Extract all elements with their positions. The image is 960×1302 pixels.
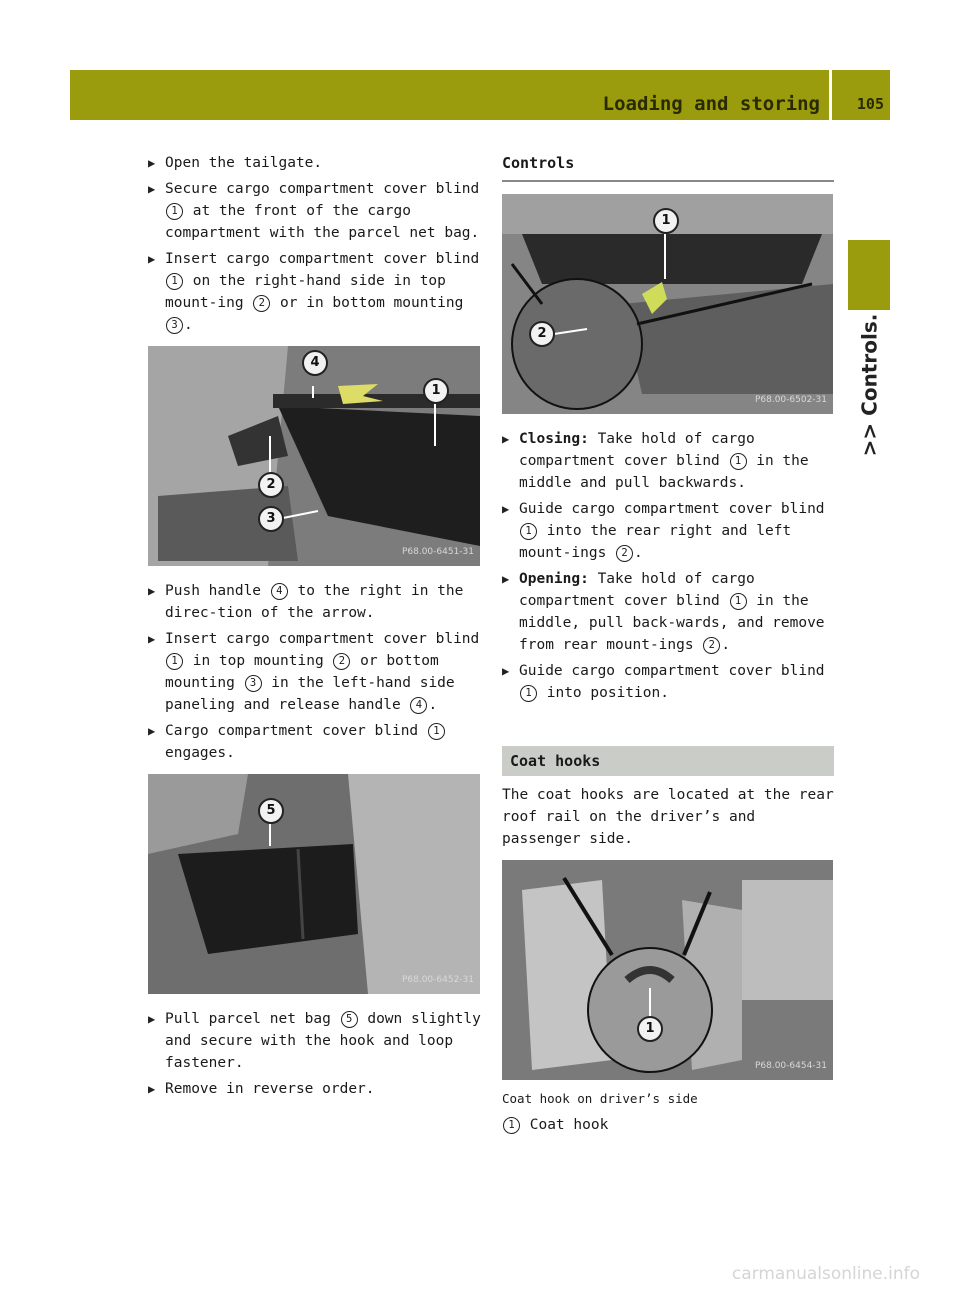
callout-label: 3 [258,506,284,532]
page-header [70,70,890,120]
bullet-arrow-icon: ▶ [148,156,156,170]
figure-code: P68.00-6451-31 [401,547,474,557]
figure-coat-hook [502,860,833,1080]
photo-illustration [148,774,480,994]
right-column [502,152,834,1136]
section-heading: Controls [502,152,834,182]
figure-code: P68.00-6452-31 [401,975,474,985]
bullet-arrow-icon: ▶ [148,252,156,266]
item-number-badge: 1 [166,203,183,220]
item-number-badge: 1 [428,723,445,740]
item-number-badge: 1 [520,685,537,702]
item-number-badge: 3 [245,675,262,692]
step: ▶ Cargo compartment cover blind 1 engages. [148,720,483,764]
callout-label: 5 [258,798,284,824]
item-number-badge: 4 [271,583,288,600]
section-heading-coat-hooks: Coat hooks [502,746,834,776]
item-number-badge: 1 [730,453,747,470]
callout-label: 1 [423,378,449,404]
step: ▶ Insert cargo compartment cover blind 1 on the right-hand side in top mount-ing 2 or in bottom mounting 3 . [148,248,483,336]
step: ▶ Pull parcel net bag 5 down slightly and secure with the hook and loop fastener. [148,1008,483,1074]
legend-text: Coat hook [529,1117,609,1133]
step: ▶ Remove in reverse order. [148,1078,483,1100]
header-separator [829,70,832,120]
bullet-arrow-icon: ▶ [148,182,156,196]
step: ▶ Closing: Take hold of cargo compartment cover blind 1 in the middle and pull backwards. [502,428,834,494]
side-tab-label: >> Controls. [857,313,881,457]
step: ▶ Guide cargo compartment cover blind 1 into the rear right and left mount-ings 2 . [502,498,834,564]
item-number-badge: 1 [166,653,183,670]
bullet-arrow-icon: ▶ [502,432,510,446]
figure-parcel-net-bag [148,774,480,994]
item-number-badge: 1 [166,273,183,290]
item-number-badge: 3 [166,317,183,334]
item-number-badge: 5 [341,1011,358,1028]
item-number-badge: 1 [730,593,747,610]
bullet-arrow-icon: ▶ [148,724,156,738]
page-number: 105 [856,95,884,113]
step: ▶ Opening: Take hold of cargo compartment cover blind 1 in the middle, pull back-wards, and remove from rear mount-ings 2 . [502,568,834,656]
item-number-badge: 2 [703,637,720,654]
callout-label: 2 [258,472,284,498]
callout-label: 1 [653,208,679,234]
left-column [148,152,483,1104]
figure-controls [502,194,833,414]
figure-cargo-blind-mounting [148,346,480,566]
bullet-arrow-icon: ▶ [502,572,510,586]
side-tab-marker [848,240,890,310]
paragraph: The coat hooks are located at the rear roof rail on the driver’s and passenger side. [502,787,834,847]
figure-caption: Coat hook on driver’s side [502,1091,698,1106]
item-number-badge: 4 [410,697,427,714]
step: ▶ Secure cargo compartment cover blind 1 at the front of the cargo compartment with the parcel net bag. [148,178,483,244]
bullet-arrow-icon: ▶ [148,584,156,598]
figure-code: P68.00-6502-31 [754,395,827,405]
chapter-title: Loading and storing [602,93,820,115]
step: ▶ Open the tailgate. [148,152,483,174]
photo-illustration [502,860,833,1080]
item-number-badge: 1 [520,523,537,540]
watermark: carmanualsonline.info [731,1264,920,1284]
bullet-arrow-icon: ▶ [148,1012,156,1026]
item-number-badge: 2 [616,545,633,562]
figure-legend [502,1114,834,1136]
bullet-arrow-icon: ▶ [148,1082,156,1096]
item-number-badge: 2 [333,653,350,670]
item-number-badge: 1 [503,1117,520,1134]
step: ▶ Push handle 4 to the right in the direc-tion of the arrow. [148,580,483,624]
step: ▶ Insert cargo compartment cover blind 1 in top mounting 2 or bottom mounting 3 in the left-hand side paneling and release handle 4 . [148,628,483,716]
callout-label: 2 [529,321,555,347]
figure-code: P68.00-6454-31 [754,1061,827,1071]
callout-label: 1 [637,1016,663,1042]
bullet-arrow-icon: ▶ [502,664,510,678]
bullet-arrow-icon: ▶ [148,632,156,646]
callout-label: 4 [302,350,328,376]
step: ▶ Guide cargo compartment cover blind 1 into position. [502,660,834,704]
item-number-badge: 2 [253,295,270,312]
bullet-arrow-icon: ▶ [502,502,510,516]
